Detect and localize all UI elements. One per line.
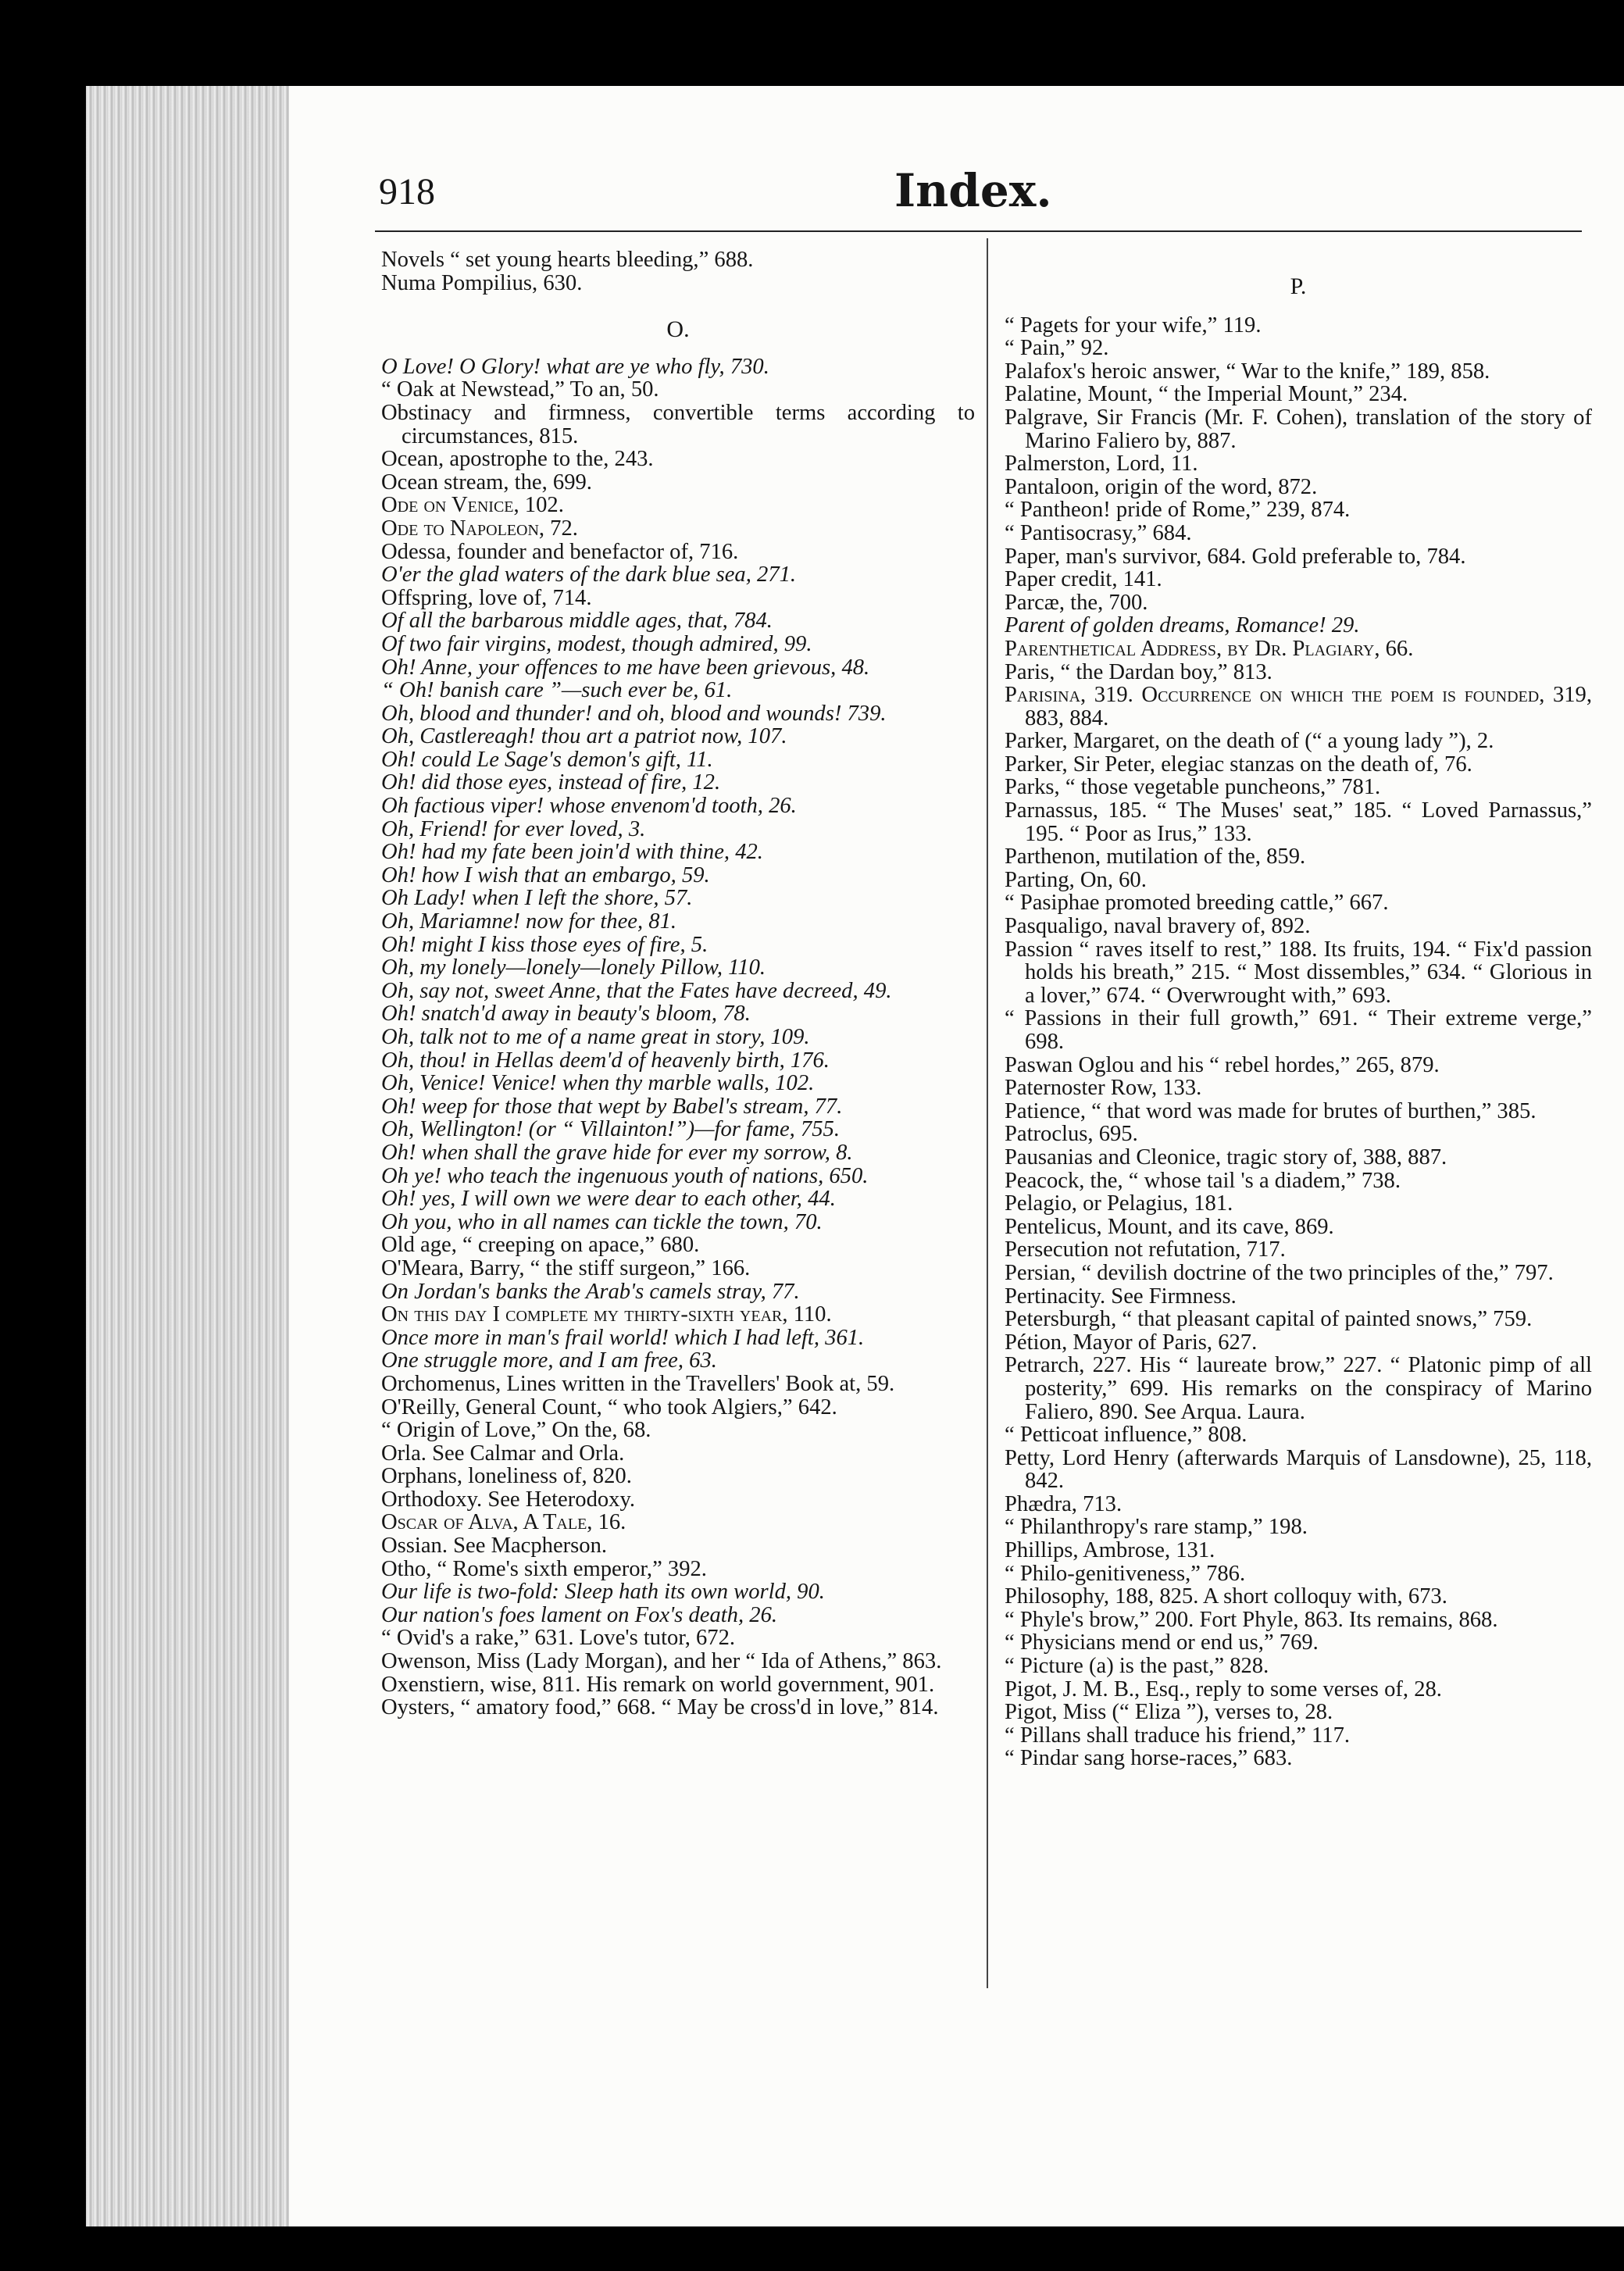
index-entry: Palatine, Mount, “ the Imperial Mount,” 234. [1005, 382, 1408, 407]
index-entry: Oh, blood and thunder! and oh, blood and wounds! 739. [381, 701, 887, 726]
index-entry: Parthenon, mutilation of the, 859. [1005, 844, 1306, 869]
index-entry: Oh, say not, sweet Anne, that the Fates have decreed, 49. [381, 978, 892, 1003]
section-letter-p: P. [1290, 273, 1307, 299]
column-divider [987, 238, 988, 1988]
index-entry: Orphans, loneliness of, 820. [381, 1464, 632, 1489]
index-entry: Oh! when shall the grave hide for ever my sorrow, 8. [381, 1140, 853, 1165]
index-entry: Of two fair virgins, modest, though admired, 99. [381, 631, 812, 656]
index-entry: Ocean stream, the, 699. [381, 470, 592, 495]
book-page-edges [86, 86, 320, 2226]
index-entry: Oh! yes, I will own we were dear to each other, 44. [381, 1187, 836, 1212]
index-entry: Patroclus, 695. [1005, 1122, 1138, 1147]
index-entry: Oysters, “ amatory food,” 668. “ May be cross'd in love,” 814. [381, 1695, 939, 1720]
index-entry: Oh, my lonely—lonely—lonely Pillow, 110. [381, 955, 766, 980]
index-entry: Oh you, who in all names can tickle the town, 70. [381, 1209, 823, 1234]
index-entry: “ Oak at Newstead,” To an, 50. [381, 377, 659, 402]
index-entry: “ Philo-genitiveness,” 786. [1005, 1561, 1246, 1586]
index-entry: “ Origin of Love,” On the, 68. [381, 1418, 651, 1443]
index-entry: Paswan Oglou and his “ rebel hordes,” 265, 879. [1005, 1052, 1440, 1077]
index-entry: On this day I complete my thirty-sixth year, 110. [381, 1302, 832, 1327]
index-entry: Pantaloon, origin of the word, 872. [1005, 474, 1318, 499]
index-entry: Paternoster Row, 133. [1005, 1076, 1202, 1101]
index-entry: Oh! how I wish that an embargo, 59. [381, 862, 710, 887]
page-number: 918 [379, 171, 435, 212]
index-entry: Patience, “ that word was made for brutes of burthen,” 385. [1005, 1098, 1537, 1123]
index-entry: Pétion, Mayor of Paris, 627. [1005, 1330, 1258, 1355]
index-entry: Ocean, apostrophe to the, 243. [381, 447, 654, 472]
index-entry: Oxenstiern, wise, 811. His remark on world government, 901. [381, 1672, 935, 1697]
index-entry: “ Pillans shall traduce his friend,” 117. [1005, 1723, 1351, 1748]
index-entry: Oh! Anne, your offences to me have been grievous, 48. [381, 655, 870, 680]
index-entry: Oh ye! who teach the ingenuous youth of nations, 650. [381, 1163, 869, 1188]
index-entry: Phædra, 713. [1005, 1491, 1123, 1516]
index-entry: “ Ovid's a rake,” 631. Love's tutor, 672. [381, 1626, 736, 1651]
index-entry: Odessa, founder and benefactor of, 716. [381, 539, 739, 564]
index-entry: O'Meara, Barry, “ the stiff surgeon,” 166. [381, 1255, 751, 1280]
index-entry: Once more in man's frail world! which I had left, 361. [381, 1325, 865, 1350]
index-entry: “ Pagets for your wife,” 119. [1005, 312, 1262, 337]
index-entry: Oh! could Le Sage's demon's gift, 11. [381, 747, 713, 772]
index-entry: Parting, On, 60. [1005, 867, 1147, 892]
index-entry: “ Physicians mend or end us,” 769. [1005, 1630, 1319, 1655]
index-entry: “ Picture (a) is the past,” 828. [1005, 1654, 1269, 1679]
index-entry: Oscar of Alva, A Tale, 16. [381, 1510, 626, 1535]
index-entry: Palgrave, Sir Francis (Mr. F. Cohen), translation of the story of Marino Faliero by, 887. [1005, 405, 1592, 453]
index-entry: Offspring, love of, 714. [381, 585, 592, 610]
left-index-entries [381, 355, 975, 1719]
index-entry: “ Oh! banish care ”—such ever be, 61. [381, 678, 733, 703]
index-entry: Oh, thou! in Hellas deem'd of heavenly birth, 176. [381, 1048, 830, 1073]
index-entry: O Love! O Glory! what are ye who fly, 730. [381, 354, 769, 379]
index-entry: “ Pain,” 92. [1005, 336, 1109, 361]
index-entry: Parcæ, the, 700. [1005, 590, 1148, 615]
index-entry: Obstinacy and firmness, convertible terms according to circumstances, 815. [381, 400, 975, 448]
index-entry: On Jordan's banks the Arab's camels stray, 77. [381, 1279, 800, 1304]
index-entry: Of all the barbarous middle ages, that, 784. [381, 609, 773, 634]
index-entry: Oh, Castlereagh! thou art a patriot now, 107. [381, 724, 787, 749]
index-entry: Ode on Venice, 102. [381, 493, 564, 518]
index-entry: Orla. See Calmar and Orla. [381, 1441, 625, 1466]
index-entry: Paper credit, 141. [1005, 567, 1162, 592]
left-lead-entries [381, 248, 975, 295]
index-entry: “ Pasiphae promoted breeding cattle,” 667. [1005, 891, 1389, 916]
index-entry: Numa Pompilius, 630. [381, 270, 583, 295]
header-rule [375, 230, 1582, 232]
index-entry: Petrarch, 227. His “ laureate brow,” 227. “ Platonic pimp of all posterity,” 699. His remarks on the conspiracy of Marino Faliero, 890. See Arqua. Laura. [1005, 1353, 1592, 1424]
index-entry: Paper, man's survivor, 684. Gold preferable to, 784. [1005, 544, 1466, 569]
index-entry: Parks, “ those vegetable puncheons,” 781. [1005, 775, 1381, 800]
index-entry: Palmerston, Lord, 11. [1005, 452, 1198, 477]
index-entry: “ Philanthropy's rare stamp,” 198. [1005, 1515, 1308, 1540]
index-entry: Our life is two-fold: Sleep hath its own world, 90. [381, 1580, 825, 1605]
index-entry: Orthodoxy. See Heterodoxy. [381, 1487, 636, 1512]
index-entry: Pausanias and Cleonice, tragic story of, 388, 887. [1005, 1144, 1447, 1169]
index-entry: “ Pantheon! pride of Rome,” 239, 874. [1005, 498, 1351, 523]
index-entry: O'er the glad waters of the dark blue sea, 271. [381, 562, 797, 587]
index-entry: Oh! had my fate been join'd with thine, 42. [381, 840, 763, 865]
index-entry: Oh, Wellington! (or “ Villainton!”)—for fame, 755. [381, 1117, 840, 1142]
index-entry: Orchomenus, Lines written in the Travellers' Book at, 59. [381, 1371, 895, 1396]
index-entry: Oh, talk not to me of a name great in story, 109. [381, 1025, 810, 1049]
index-entry: Paris, “ the Dardan boy,” 813. [1005, 659, 1272, 684]
right-column [1005, 248, 1592, 1770]
index-entry: One struggle more, and I am free, 63. [381, 1348, 717, 1373]
index-entry: Passion “ raves itself to rest,” 188. Its fruits, 194. “ Fix'd passion holds his breath,” 215. “ Most dissembles,” 634. “ Glorious in a lover,” 674. “ Overwrought with,” 693. [1005, 937, 1592, 1008]
index-entry: Owenson, Miss (Lady Morgan), and her “ Ida of Athens,” 863. [381, 1649, 942, 1674]
index-entry: Parisina, 319. Occurrence on which the poem is founded, 319, 883, 884. [1005, 683, 1592, 730]
index-entry: Oh! might I kiss those eyes of fire, 5. [381, 932, 708, 957]
index-entry: Our nation's foes lament on Fox's death, 26. [381, 1602, 778, 1627]
index-entry: Novels “ set young hearts bleeding,” 688. [381, 248, 754, 272]
index-entry: Petty, Lord Henry (afterwards Marquis of Lansdowne), 25, 118, 842. [1005, 1445, 1592, 1494]
index-entry: Oh, Venice! Venice! when thy marble walls, 102. [381, 1071, 815, 1096]
section-letter-o: O. [666, 316, 690, 343]
index-entry: O'Reilly, General Count, “ who took Algiers,” 642. [381, 1394, 837, 1419]
index-entry: “ Petticoat influence,” 808. [1005, 1423, 1247, 1448]
index-entry: Parent of golden dreams, Romance! 29. [1005, 613, 1360, 638]
index-entry: Pigot, J. M. B., Esq., reply to some verses of, 28. [1005, 1676, 1442, 1701]
index-entry: Pasqualigo, naval bravery of, 892. [1005, 914, 1311, 939]
index-entry: Oh factious viper! whose envenom'd tooth, 26. [381, 794, 797, 819]
index-entry: Parker, Margaret, on the death of (“ a young lady ”), 2. [1005, 729, 1494, 754]
index-entry: Oh! did those eyes, instead of fire, 12. [381, 770, 721, 795]
index-entry: Oh! weep for those that wept by Babel's stream, 77. [381, 1094, 843, 1119]
index-entry: Pelagio, or Pelagius, 181. [1005, 1191, 1233, 1216]
index-entry: “ Pindar sang horse-races,” 683. [1005, 1746, 1293, 1771]
index-entry: Parker, Sir Peter, elegiac stanzas on the death of, 76. [1005, 752, 1472, 777]
index-entry: Ode to Napoleon, 72. [381, 516, 578, 541]
index-entry: Oh! snatch'd away in beauty's bloom, 78. [381, 1002, 751, 1027]
index-entry: Pentelicus, Mount, and its cave, 869. [1005, 1214, 1334, 1239]
index-entry: “ Passions in their full growth,” 691. “ Their extreme verge,” 698. [1005, 1006, 1592, 1054]
index-entry: Old age, “ creeping on apace,” 680. [381, 1233, 700, 1258]
left-column [381, 248, 975, 1719]
index-entry: Oh Lady! when I left the shore, 57. [381, 886, 693, 911]
index-entry: Oh, Mariamne! now for thee, 81. [381, 909, 677, 934]
index-entry: Phillips, Ambrose, 131. [1005, 1538, 1215, 1563]
index-entry: Peacock, the, “ whose tail 's a diadem,” 738. [1005, 1168, 1401, 1193]
index-entry: Persecution not refutation, 717. [1005, 1237, 1286, 1262]
index-entry: Palafox's heroic answer, “ War to the knife,” 189, 858. [1005, 359, 1490, 384]
index-entry: “ Phyle's brow,” 200. Fort Phyle, 863. Its remains, 868. [1005, 1607, 1498, 1632]
index-entry: Petersburgh, “ that pleasant capital of painted snows,” 759. [1005, 1307, 1533, 1332]
index-entry: Parnassus, 185. “ The Muses' seat,” 185. “ Loved Parnassus,” 195. “ Poor as Irus,” 133. [1005, 798, 1592, 846]
index-entry: Pertinacity. See Firmness. [1005, 1284, 1237, 1309]
index-entry: Oh, Friend! for ever loved, 3. [381, 816, 646, 841]
index-entry: Parenthetical Address, by Dr. Plagiary, 66. [1005, 636, 1414, 661]
index-entry: “ Pantisocrasy,” 684. [1005, 520, 1192, 545]
right-index-entries [1005, 314, 1592, 1770]
index-entry: Philosophy, 188, 825. A short colloquy with, 673. [1005, 1584, 1447, 1609]
index-entry: Pigot, Miss (“ Eliza ”), verses to, 28. [1005, 1700, 1333, 1725]
index-entry: Persian, “ devilish doctrine of the two principles of the,” 797. [1005, 1260, 1554, 1285]
running-title: Index. [894, 164, 1052, 217]
index-entry: Otho, “ Rome's sixth emperor,” 392. [381, 1556, 707, 1581]
index-entry: Ossian. See Macpherson. [381, 1534, 608, 1559]
